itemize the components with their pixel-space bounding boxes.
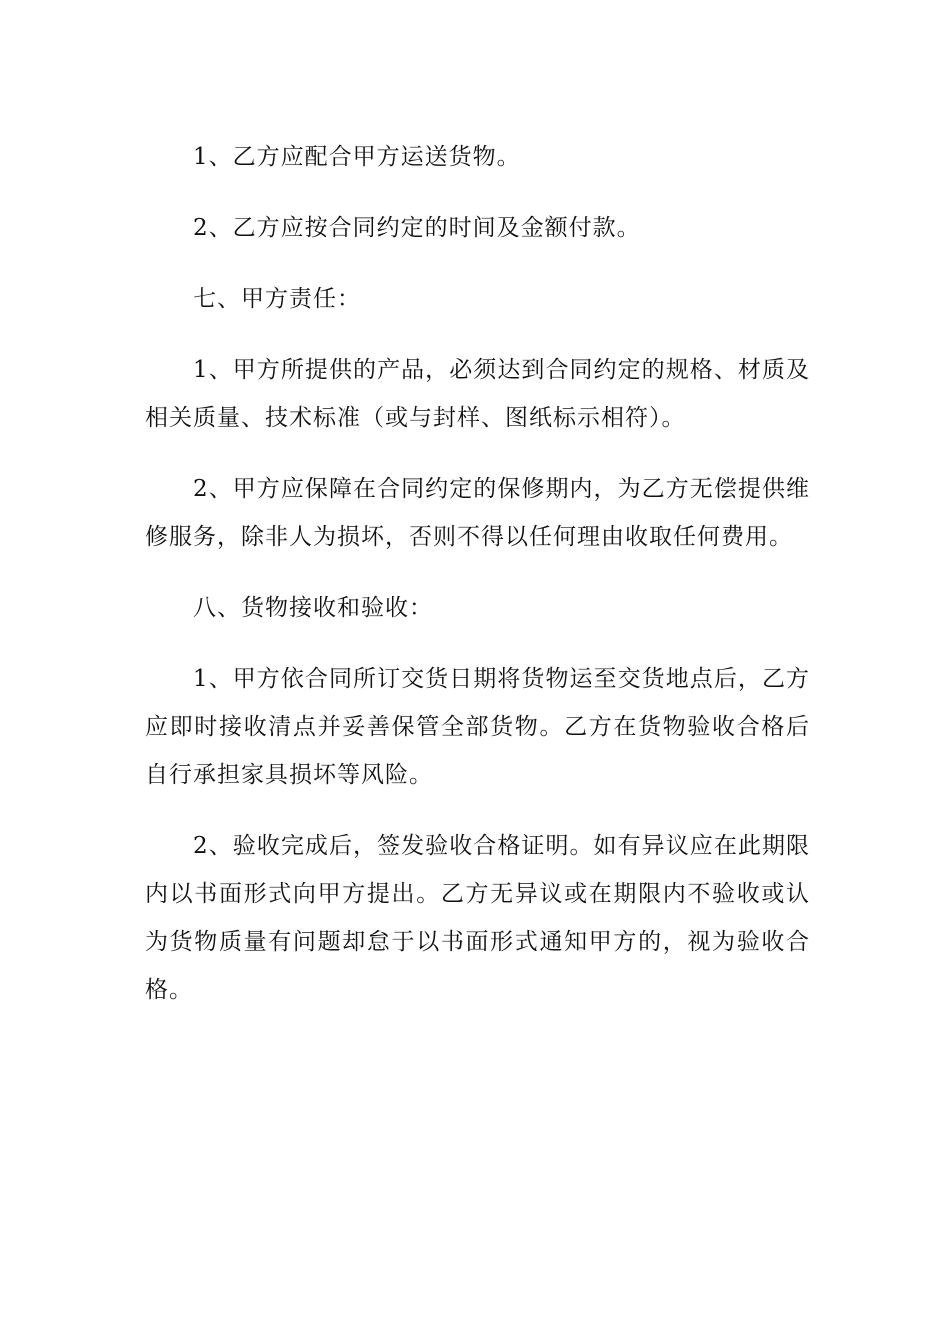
- paragraph-goods-receipt: 1、甲方依合同所订交货日期将货物运至交货地点后，乙方应即时接收清点并妥善保管全部货物。乙方在货物验收合格后自行承担家具损坏等风险。: [145, 666, 810, 788]
- section-heading-seller-responsibility: 七、甲方责任：: [193, 286, 361, 312]
- paragraph-buyer-payment: 2、乙方应按合同约定的时间及金额付款。: [193, 215, 641, 241]
- section-heading-acceptance: 八、货物接收和验收：: [193, 595, 433, 621]
- paragraph-seller-warranty: 2、甲方应保障在合同约定的保修期内，为乙方无偿提供维修服务，除非人为损坏，否则不得以任何理由收取任何费用。: [145, 476, 810, 550]
- paragraph-seller-product-standard: 1、甲方所提供的产品，必须达到合同约定的规格、材质及相关质量、技术标准（或与封样、图纸标示相符）。: [145, 357, 810, 431]
- paragraph-buyer-transport: 1、乙方应配合甲方运送货物。: [193, 144, 521, 170]
- document-body: [145, 133, 810, 1014]
- paragraph-acceptance-certificate: 2、验收完成后，签发验收合格证明。如有异议应在此期限内以书面形式向甲方提出。乙方无异议或在期限内不验收或认为货物质量有问题却怠于以书面形式通知甲方的，视为验收合格。: [145, 833, 810, 1003]
